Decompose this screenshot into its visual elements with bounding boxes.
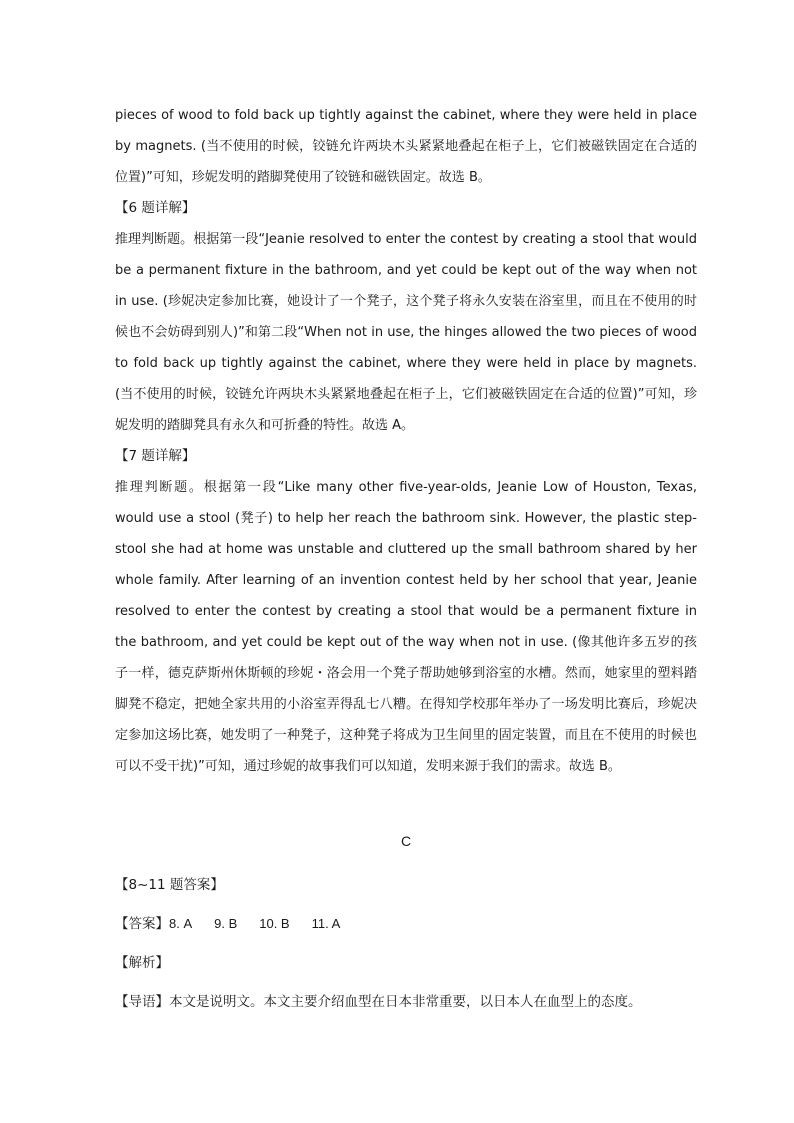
answer-9: 9. B bbox=[214, 916, 238, 931]
answer-label: 【答案】 bbox=[115, 916, 169, 932]
heading-q6-explanation: 【6 题详解】 bbox=[115, 200, 196, 216]
answer-row bbox=[115, 914, 697, 934]
answer-11: 11. A bbox=[311, 916, 341, 931]
heading-q7-explanation: 【7 题详解】 bbox=[115, 448, 196, 464]
analysis-heading: 【解析】 bbox=[115, 955, 169, 971]
section-c-block bbox=[115, 875, 697, 1031]
guide-paragraph: 【导语】本文是说明文。本文主要介绍血型在日本非常重要，以日本人在血型上的态度。 bbox=[115, 994, 642, 1010]
paragraph-q5-conclusion: pieces of wood to fold back up tightly against the cabinet, where they were held in place by magnets. (当不使用的时候，铰链允许两块木头紧紧地叠起在柜子上，它们被磁铁固定在合适的位置)”可知，珍妮发明的踏脚凳使用了铰链和磁铁固定。故选 B。 bbox=[115, 108, 697, 185]
section-c-title: C bbox=[400, 833, 412, 849]
answer-heading: 【8~11 题答案】 bbox=[115, 877, 224, 893]
paragraph-q7-explanation: 推理判断题。根据第一段“Like many other five-year-olds, Jeanie Low of Houston, Texas, would use a stool (凳子) to help her reach the bathroom sink. However, the plastic step-stool she had at home was unstable and cluttered up the small bathroom shared by her whole family. After learning of an invention contest held by her school that year, Jeanie resolved to enter the contest by creating a stool that would be a permanent fixture in the bathroom, and yet could be kept out of the way when not in use. (像其他许多五岁的孩子一样，德克萨斯州休斯顿的珍妮・洛会用一个凳子帮助她够到浴室的水槽。然而，她家里的塑料踏脚凳不稳定，把她全家共用的小浴室弄得乱七八糟。在得知学校那年举办了一场发明比赛后，珍妮决定参加这场比赛，她发明了一种凳子，这种凳子将成为卫生间里的固定装置，而且在不使用的时候也可以不受干扰)”可知，通过珍妮的故事我们可以知道，发明来源于我们的需求。故选 B。 bbox=[115, 480, 697, 774]
answer-10: 10. B bbox=[259, 916, 290, 931]
paragraph-q6-explanation: 推理判断题。根据第一段“Jeanie resolved to enter the contest by creating a stool that would be a permanent fixture in the bathroom, and yet could be kept out of the way when not in use. (珍妮决定参加比赛，她设计了一个凳子，这个凳子将永久安装在浴室里，而且在不使用的时候也不会妨碍到别人)”和第二段“When not in use, the hinges allowed the two pieces of wood to fold back up tightly against the cabinet, where they were held in place by magnets. (当不使用的时候，铰链允许两块木头紧紧地叠起在柜子上，它们被磁铁固定在合适的位置)”可知，珍妮发明的踏脚凳具有永久和可折叠的特性。故选 A。 bbox=[115, 232, 697, 433]
answer-8: 8. A bbox=[169, 916, 193, 931]
document-content bbox=[115, 100, 697, 1010]
